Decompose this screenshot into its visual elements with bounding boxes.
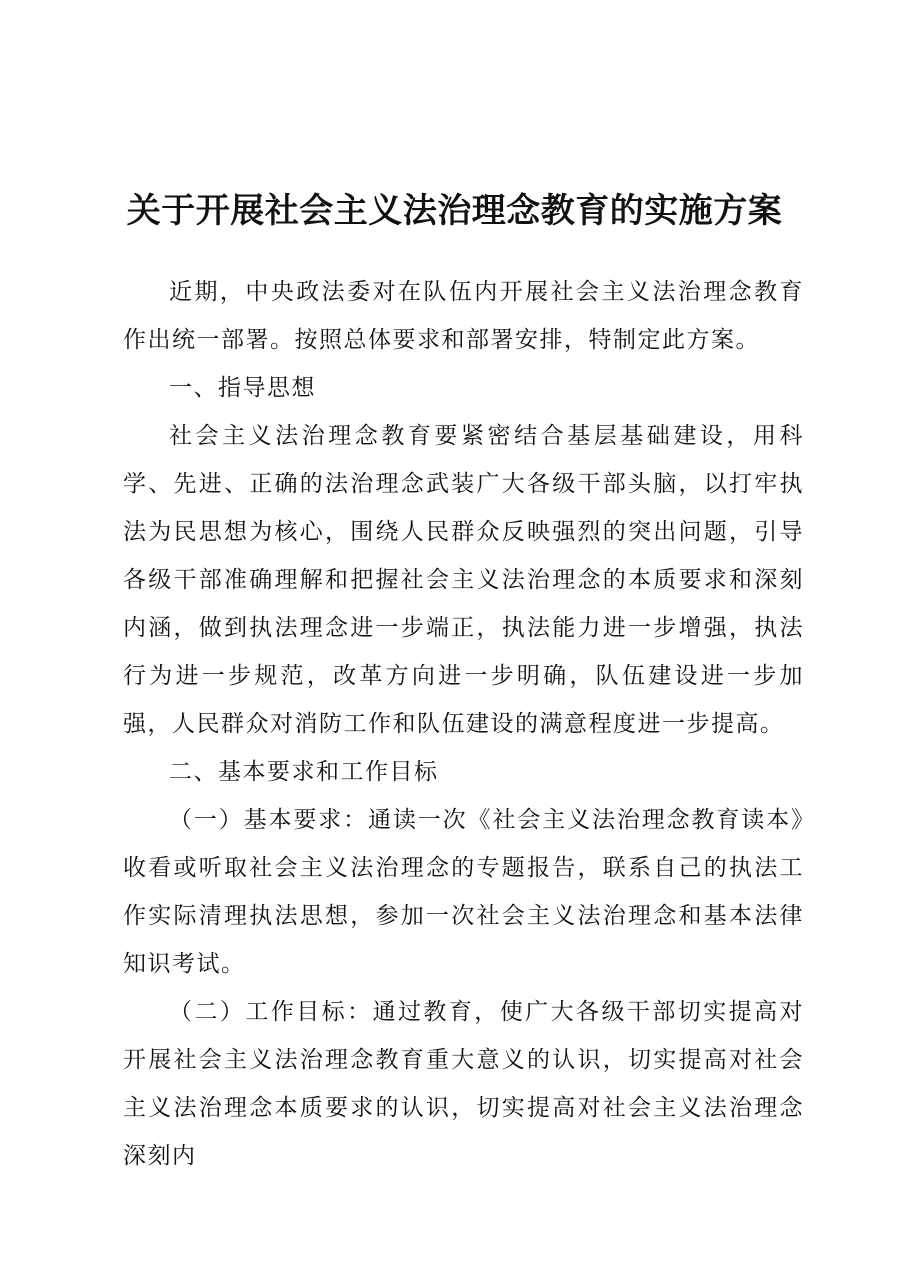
section-heading-requirements-goals: 二、基本要求和工作目标 bbox=[169, 759, 439, 785]
document-body bbox=[123, 268, 804, 1180]
intro-paragraph: 近期，中央政法委对在队伍内开展社会主义法治理念教育作出统一部署。按照总体要求和部署安排，特制定此方案。 bbox=[123, 279, 804, 353]
work-goals-paragraph: （二）工作目标：通过教育，使广大各级干部切实提高对开展社会主义法治理念教育重大意义的认识，切实提高对社会主义法治理念本质要求的认识，切实提高对社会主义法治理念深刻内 bbox=[123, 999, 804, 1169]
document-title: 关于开展社会主义法治理念教育的实施方案 bbox=[126, 191, 783, 231]
basic-requirements-paragraph: （一）基本要求：通读一次《社会主义法治理念教育读本》收看或听取社会主义法治理念的专题报告，联系自己的执法工作实际清理执法思想，参加一次社会主义法治理念和基本法律知识考试。 bbox=[123, 807, 804, 977]
section-heading-guiding-ideology: 一、指导思想 bbox=[169, 375, 316, 401]
guiding-ideology-paragraph: 社会主义法治理念教育要紧密结合基层基础建设，用科学、先进、正确的法治理念武装广大各级干部头脑，以打牢执法为民思想为核心，围绕人民群众反映强烈的突出问题，引导各级干部准确理解和把握社会主义法治理念的本质要求和深刻内涵，做到执法理念进一步端正，执法能力进一步增强，执法行为进一步规范，改革方向进一步明确，队伍建设进一步加强，人民群众对消防工作和队伍建设的满意程度进一步提高。 bbox=[123, 423, 804, 737]
